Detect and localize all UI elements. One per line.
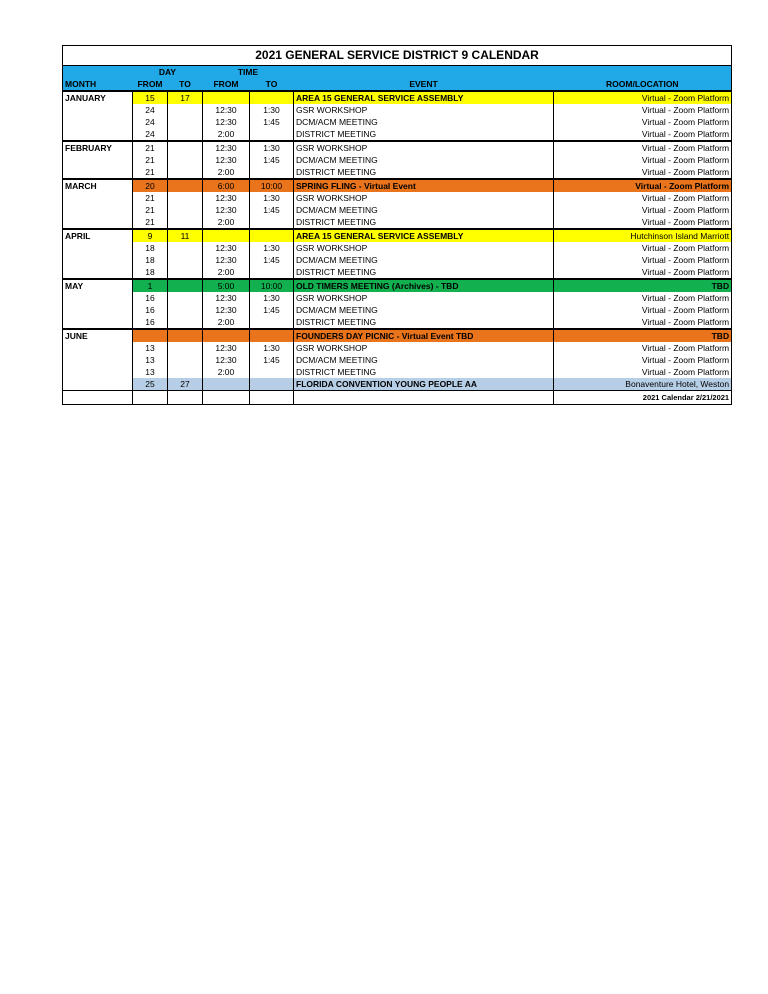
location-cell: Virtual - Zoom Platform [554,254,732,266]
location-cell: Hutchinson Island Marriott [554,229,732,242]
event-header: EVENT [294,78,554,91]
day-from-cell: 21 [133,154,168,166]
day-from-cell: 21 [133,141,168,154]
event-cell: GSR WORKSHOP [294,242,554,254]
table-row [63,216,732,229]
time-from-header: FROM [203,78,250,91]
time-to-cell [250,128,294,141]
time-to-cell: 1:45 [250,154,294,166]
month-cell: MAY [63,279,133,292]
day-to-cell: 11 [168,229,203,242]
day-from-cell: 18 [133,254,168,266]
day-to-cell [168,292,203,304]
time-to-cell [250,91,294,104]
month-cell [63,204,133,216]
time-from-cell [203,378,250,391]
time-to-cell [250,229,294,242]
time-to-cell [250,216,294,229]
footer-row [63,391,732,405]
location-cell: Virtual - Zoom Platform [554,304,732,316]
event-cell: DISTRICT MEETING [294,216,554,229]
month-cell: JUNE [63,329,133,342]
time-from-cell: 12:30 [203,141,250,154]
day-from-cell: 24 [133,128,168,141]
event-cell: SPRING FLING - Virtual Event [294,179,554,192]
month-cell [63,366,133,378]
location-cell: Virtual - Zoom Platform [554,116,732,128]
location-cell: Virtual - Zoom Platform [554,166,732,179]
day-to-cell [168,254,203,266]
event-cell: OLD TIMERS MEETING (Archives) - TBD [294,279,554,292]
day-from-header: FROM [133,78,168,91]
time-from-cell: 5:00 [203,279,250,292]
header-row-columns [63,78,732,91]
day-from-cell: 16 [133,304,168,316]
day-from-cell: 18 [133,266,168,279]
time-from-cell: 12:30 [203,154,250,166]
table-row [63,154,732,166]
time-from-cell: 2:00 [203,266,250,279]
time-from-cell: 12:30 [203,242,250,254]
month-cell [63,104,133,116]
day-from-cell: 25 [133,378,168,391]
month-cell [63,254,133,266]
calendar-revision-date: 2021 Calendar 2/21/2021 [554,391,732,405]
month-cell [63,316,133,329]
table-row [63,192,732,204]
location-cell: TBD [554,329,732,342]
time-to-cell: 1:30 [250,192,294,204]
time-from-cell: 12:30 [203,116,250,128]
event-cell: DISTRICT MEETING [294,128,554,141]
event-cell: DCM/ACM MEETING [294,204,554,216]
day-to-header: TO [168,78,203,91]
month-cell [63,378,133,391]
day-from-cell: 21 [133,204,168,216]
day-to-cell [168,128,203,141]
day-to-cell [168,266,203,279]
location-cell: Virtual - Zoom Platform [554,216,732,229]
day-from-cell: 1 [133,279,168,292]
day-from-cell: 13 [133,366,168,378]
page-title: 2021 GENERAL SERVICE DISTRICT 9 CALENDAR [63,46,732,66]
table-row [63,104,732,116]
time-from-cell: 12:30 [203,354,250,366]
month-cell [63,242,133,254]
event-cell: GSR WORKSHOP [294,192,554,204]
month-cell: FEBRUARY [63,141,133,154]
location-cell: Virtual - Zoom Platform [554,242,732,254]
table-row [63,342,732,354]
day-from-cell: 18 [133,242,168,254]
time-from-cell: 2:00 [203,366,250,378]
time-from-cell [203,91,250,104]
event-cell: AREA 15 GENERAL SERVICE ASSEMBLY [294,91,554,104]
time-to-cell [250,316,294,329]
time-from-cell [203,329,250,342]
location-header: ROOM/LOCATION [554,78,732,91]
day-to-cell [168,104,203,116]
day-to-cell [168,304,203,316]
time-from-cell [203,229,250,242]
month-cell [63,342,133,354]
event-cell: DISTRICT MEETING [294,266,554,279]
day-to-cell [168,141,203,154]
table-row [63,242,732,254]
location-cell: Virtual - Zoom Platform [554,104,732,116]
event-cell: DISTRICT MEETING [294,366,554,378]
day-from-cell: 16 [133,292,168,304]
day-from-cell [133,329,168,342]
time-from-cell: 12:30 [203,342,250,354]
table-row [63,366,732,378]
day-to-cell [168,116,203,128]
table-row [63,229,732,242]
event-cell: AREA 15 GENERAL SERVICE ASSEMBLY [294,229,554,242]
time-from-cell: 12:30 [203,304,250,316]
event-cell: DISTRICT MEETING [294,316,554,329]
time-to-cell: 1:30 [250,292,294,304]
day-to-cell [168,204,203,216]
month-cell [63,216,133,229]
location-cell: Virtual - Zoom Platform [554,366,732,378]
table-row [63,91,732,104]
day-to-cell: 27 [168,378,203,391]
time-to-cell: 1:45 [250,304,294,316]
event-cell: GSR WORKSHOP [294,104,554,116]
time-from-cell: 12:30 [203,204,250,216]
day-to-cell [168,179,203,192]
time-from-cell: 2:00 [203,128,250,141]
event-cell: GSR WORKSHOP [294,141,554,154]
month-cell [63,116,133,128]
day-to-cell [168,242,203,254]
month-cell [63,266,133,279]
event-cell: DCM/ACM MEETING [294,154,554,166]
day-from-cell: 9 [133,229,168,242]
location-cell: Virtual - Zoom Platform [554,316,732,329]
time-to-cell: 1:30 [250,242,294,254]
location-cell: Virtual - Zoom Platform [554,91,732,104]
location-cell: Virtual - Zoom Platform [554,141,732,154]
location-cell: Virtual - Zoom Platform [554,354,732,366]
day-from-cell: 15 [133,91,168,104]
time-to-cell: 1:30 [250,104,294,116]
day-to-cell [168,192,203,204]
location-cell: Virtual - Zoom Platform [554,192,732,204]
day-from-cell: 16 [133,316,168,329]
table-row [63,316,732,329]
table-row [63,279,732,292]
time-to-header: TO [250,78,294,91]
time-from-cell: 2:00 [203,166,250,179]
header-row-groups [63,66,732,79]
event-cell: FLORIDA CONVENTION YOUNG PEOPLE AA [294,378,554,391]
time-to-cell [250,166,294,179]
day-from-cell: 21 [133,166,168,179]
time-from-cell: 12:30 [203,192,250,204]
location-cell: TBD [554,279,732,292]
table-row [63,128,732,141]
day-from-cell: 20 [133,179,168,192]
month-cell [63,166,133,179]
day-from-cell: 21 [133,216,168,229]
time-from-cell: 6:00 [203,179,250,192]
event-cell: DCM/ACM MEETING [294,254,554,266]
day-to-cell [168,216,203,229]
day-to-cell [168,329,203,342]
month-cell: MARCH [63,179,133,192]
time-to-cell [250,378,294,391]
month-cell: APRIL [63,229,133,242]
table-row [63,329,732,342]
event-cell: GSR WORKSHOP [294,292,554,304]
month-cell [63,154,133,166]
location-cell: Virtual - Zoom Platform [554,342,732,354]
day-to-cell [168,279,203,292]
day-group-header: DAY [133,66,203,79]
table-row [63,304,732,316]
time-to-cell: 1:45 [250,116,294,128]
time-to-cell: 1:30 [250,342,294,354]
table-row [63,179,732,192]
time-from-cell: 2:00 [203,316,250,329]
day-from-cell: 13 [133,342,168,354]
month-header: MONTH [63,78,133,91]
month-cell [63,192,133,204]
day-to-cell: 17 [168,91,203,104]
time-to-cell: 1:45 [250,254,294,266]
location-cell: Virtual - Zoom Platform [554,128,732,141]
time-to-cell [250,366,294,378]
event-cell: GSR WORKSHOP [294,342,554,354]
month-cell: JANUARY [63,91,133,104]
time-from-cell: 12:30 [203,254,250,266]
location-cell: Virtual - Zoom Platform [554,292,732,304]
time-from-cell: 2:00 [203,216,250,229]
table-row [63,141,732,154]
table-row [63,166,732,179]
time-to-cell: 10:00 [250,179,294,192]
month-cell [63,354,133,366]
time-to-cell: 1:30 [250,141,294,154]
table-row [63,254,732,266]
location-cell: Virtual - Zoom Platform [554,204,732,216]
day-to-cell [168,354,203,366]
day-to-cell [168,316,203,329]
table-row [63,204,732,216]
calendar-table [62,45,732,405]
table-row [63,292,732,304]
month-cell [63,128,133,141]
event-cell: DCM/ACM MEETING [294,354,554,366]
day-from-cell: 24 [133,104,168,116]
time-to-cell [250,329,294,342]
day-to-cell [168,166,203,179]
event-cell: DISTRICT MEETING [294,166,554,179]
time-to-cell: 1:45 [250,204,294,216]
event-cell: FOUNDERS DAY PICNIC - Virtual Event TBD [294,329,554,342]
title-row [63,46,732,66]
time-from-cell: 12:30 [203,104,250,116]
location-cell: Bonaventure Hotel, Weston [554,378,732,391]
event-cell: DCM/ACM MEETING [294,116,554,128]
day-from-cell: 21 [133,192,168,204]
day-to-cell [168,366,203,378]
table-row [63,378,732,391]
time-group-header: TIME [203,66,294,79]
day-from-cell: 13 [133,354,168,366]
location-cell: Virtual - Zoom Platform [554,179,732,192]
location-cell: Virtual - Zoom Platform [554,266,732,279]
day-to-cell [168,342,203,354]
time-to-cell [250,266,294,279]
time-to-cell: 1:45 [250,354,294,366]
table-row [63,354,732,366]
time-from-cell: 12:30 [203,292,250,304]
calendar-sheet [62,45,731,405]
month-cell [63,304,133,316]
day-to-cell [168,154,203,166]
table-row [63,116,732,128]
day-from-cell: 24 [133,116,168,128]
time-to-cell: 10:00 [250,279,294,292]
event-cell: DCM/ACM MEETING [294,304,554,316]
month-cell [63,292,133,304]
table-row [63,266,732,279]
location-cell: Virtual - Zoom Platform [554,154,732,166]
